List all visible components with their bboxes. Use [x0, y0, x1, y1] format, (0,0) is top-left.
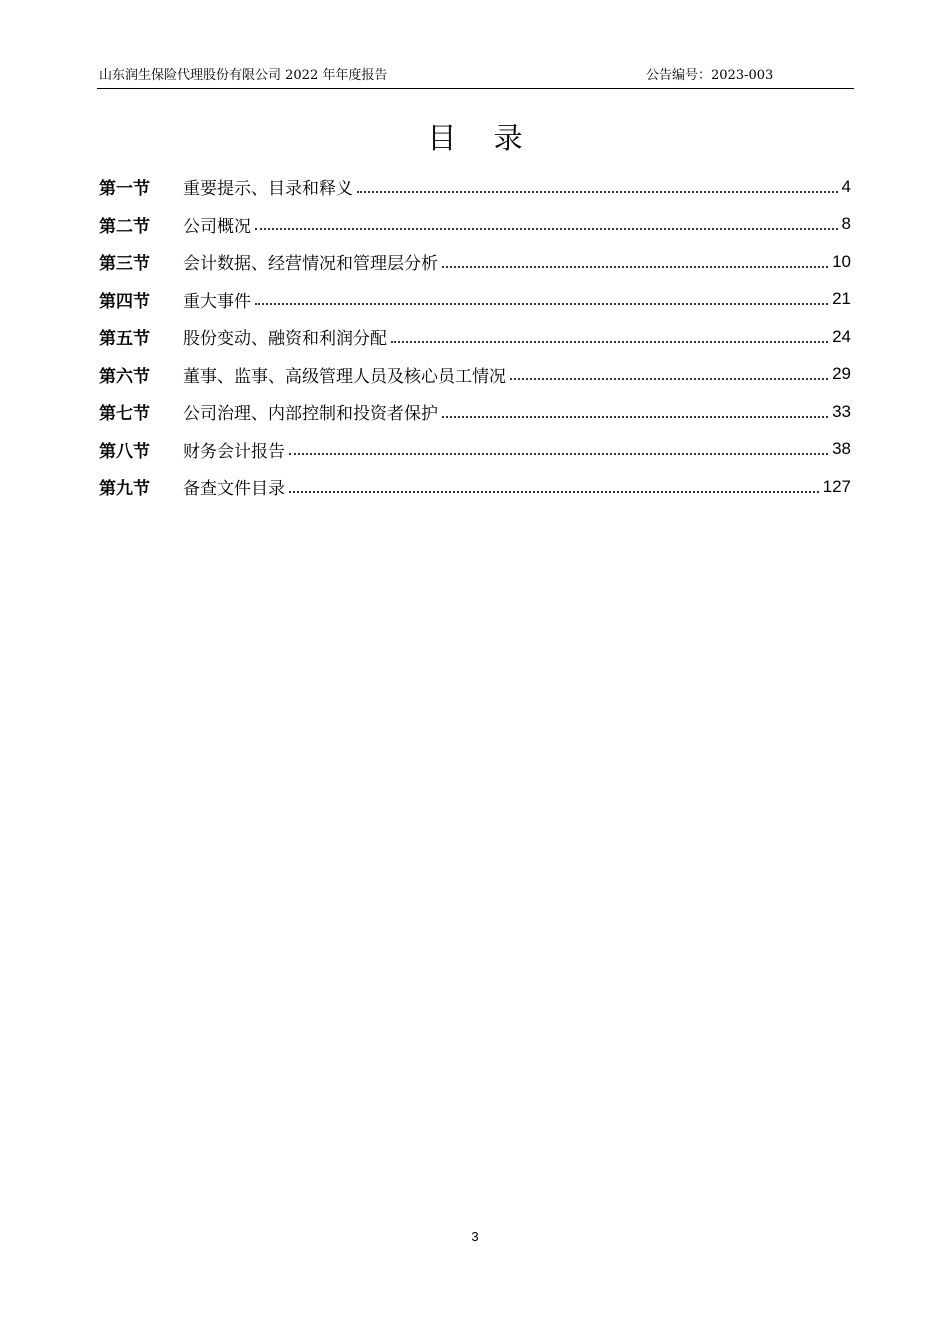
page-title: 目 录	[427, 121, 537, 155]
toc-page-number: 127	[822, 476, 851, 496]
toc-page-number: 38	[832, 439, 851, 459]
toc-section-title: 股份变动、融资和利润分配	[183, 329, 387, 350]
toc-section-title: 董事、监事、高级管理人员及核心员工情况	[183, 366, 506, 387]
toc-section-number: 第三节	[99, 254, 150, 275]
toc-dot-leader	[442, 266, 828, 268]
toc-entry[interactable]	[99, 281, 851, 319]
toc-section-number: 第六节	[99, 366, 150, 387]
toc-page-number: 29	[832, 364, 851, 384]
toc-dot-leader	[391, 341, 828, 343]
toc-section-number: 第五节	[99, 329, 150, 350]
toc-entry[interactable]	[99, 243, 851, 281]
toc-dot-leader	[255, 228, 838, 230]
footer-page-number: 3	[471, 1229, 479, 1244]
toc-section-title: 重要提示、目录和释义	[183, 179, 353, 200]
toc-section-number: 第一节	[99, 179, 150, 200]
toc-dot-leader	[289, 491, 819, 493]
toc-section-title: 重大事件	[183, 291, 251, 312]
toc-dot-leader	[255, 303, 828, 305]
toc-section-title: 公司概况	[183, 216, 251, 237]
page-header	[97, 66, 854, 89]
toc-page-number: 21	[832, 289, 851, 309]
toc-section-number: 第四节	[99, 291, 150, 312]
toc-entry[interactable]	[99, 431, 851, 469]
toc-section-title: 财务会计报告	[183, 441, 285, 462]
table-of-contents	[99, 168, 851, 506]
toc-section-title: 会计数据、经营情况和管理层分析	[183, 254, 438, 275]
header-company-report-title: 山东润生保险代理股份有限公司 2022 年年度报告	[99, 68, 388, 83]
toc-entry[interactable]	[99, 168, 851, 206]
toc-page-number: 4	[841, 176, 851, 196]
toc-page-number: 24	[832, 326, 851, 346]
toc-section-number: 第二节	[99, 216, 150, 237]
toc-section-title: 备查文件目录	[183, 479, 285, 500]
toc-entry[interactable]	[99, 318, 851, 356]
toc-entry[interactable]	[99, 468, 851, 506]
toc-entry[interactable]	[99, 393, 851, 431]
toc-page-number: 10	[832, 251, 851, 271]
toc-entry[interactable]	[99, 206, 851, 244]
toc-section-title: 公司治理、内部控制和投资者保护	[183, 404, 438, 425]
toc-dot-leader	[510, 378, 828, 380]
header-announcement-number: 公告编号：2023-003	[646, 68, 774, 83]
toc-dot-leader	[442, 416, 828, 418]
toc-section-number: 第七节	[99, 404, 150, 425]
toc-page-number: 33	[832, 401, 851, 421]
toc-entry[interactable]	[99, 356, 851, 394]
toc-dot-leader	[357, 191, 838, 193]
toc-dot-leader	[289, 453, 828, 455]
toc-section-number: 第九节	[99, 479, 150, 500]
toc-section-number: 第八节	[99, 441, 150, 462]
toc-page-number: 8	[841, 214, 851, 234]
